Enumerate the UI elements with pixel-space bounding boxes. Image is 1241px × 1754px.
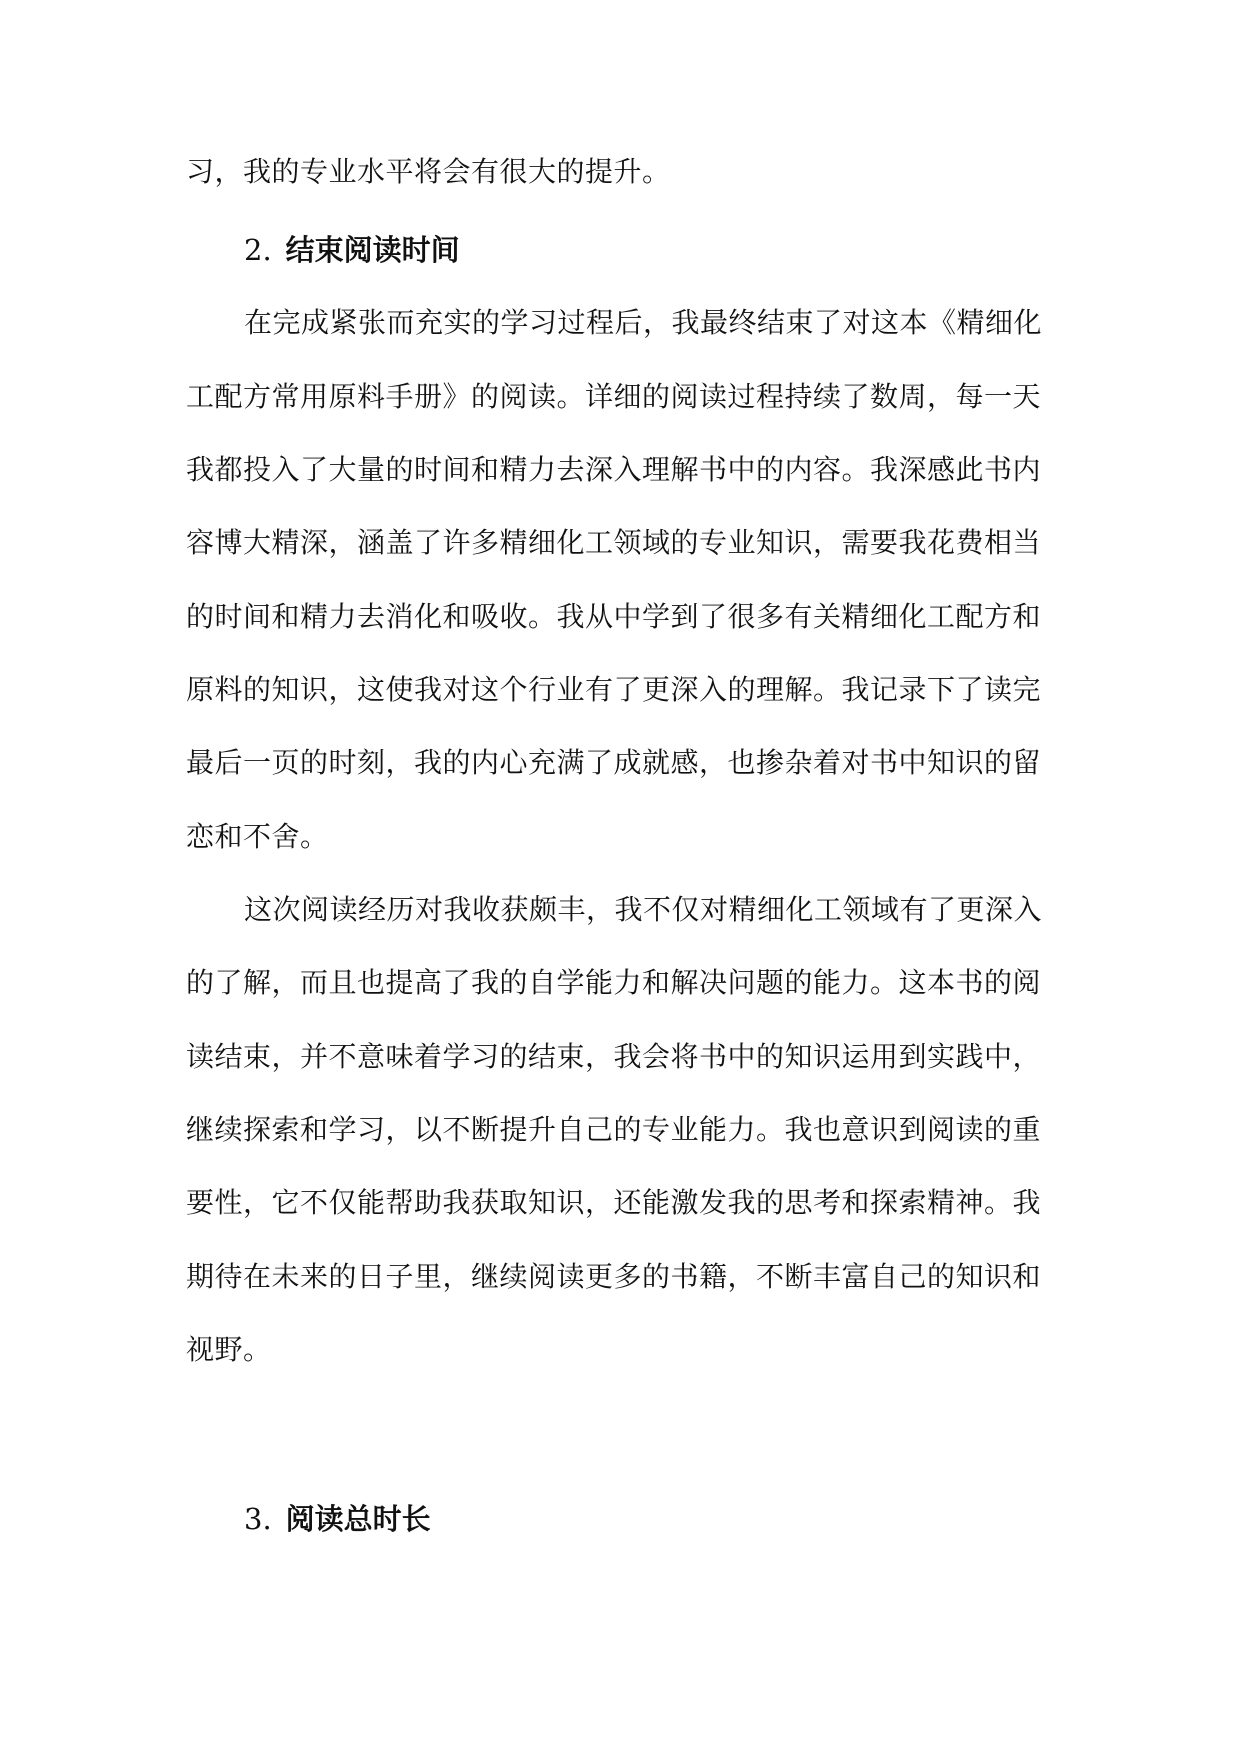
- paragraph-line: 习，我的专业水平将会有很大的提升。: [186, 155, 671, 188]
- paragraph-line: 在完成紧张而充实的学习过程后，我最终结束了对这本《精细化: [244, 306, 1043, 339]
- paragraph-line: 读结束，并不意味着学习的结束，我会将书中的知识运用到实践中，: [186, 1040, 1042, 1073]
- paragraph-line: 期待在未来的日子里，继续阅读更多的书籍，不断丰富自己的知识和: [186, 1260, 1042, 1293]
- paragraph-line: 的时间和精力去消化和吸收。我从中学到了很多有关精细化工配方和: [186, 600, 1042, 633]
- paragraph-line: 工配方常用原料手册》的阅读。详细的阅读过程持续了数周，每一天: [186, 380, 1042, 413]
- section-title: 结束阅读时间: [285, 233, 460, 267]
- paragraph-line: 继续探索和学习，以不断提升自己的专业能力。我也意识到阅读的重: [186, 1113, 1042, 1146]
- paragraph-line: 的了解，而且也提高了我的自学能力和解决问题的能力。这本书的阅: [186, 966, 1042, 999]
- paragraph-line: 恋和不舍。: [186, 820, 329, 853]
- section-number: 2.: [244, 233, 272, 267]
- paragraph-line: 原料的知识，这使我对这个行业有了更深入的理解。我记录下了读完: [186, 673, 1042, 706]
- paragraph-line: 视野。: [186, 1333, 272, 1366]
- section-heading-2: [244, 230, 460, 270]
- paragraph-line: 容博大精深，涵盖了许多精细化工领域的专业知识，需要我花费相当: [186, 526, 1042, 559]
- paragraph-line: 这次阅读经历对我收获颇丰，我不仅对精细化工领域有了更深入: [244, 893, 1043, 926]
- paragraph-line: 我都投入了大量的时间和精力去深入理解书中的内容。我深感此书内: [186, 453, 1042, 486]
- section-heading-3: [244, 1499, 431, 1539]
- section-title: 阅读总时长: [285, 1502, 431, 1536]
- paragraph-line: 要性，它不仅能帮助我获取知识，还能激发我的思考和探索精神。我: [186, 1186, 1042, 1219]
- paragraph-line: 最后一页的时刻，我的内心充满了成就感，也掺杂着对书中知识的留: [186, 746, 1042, 779]
- section-number: 3.: [244, 1502, 272, 1536]
